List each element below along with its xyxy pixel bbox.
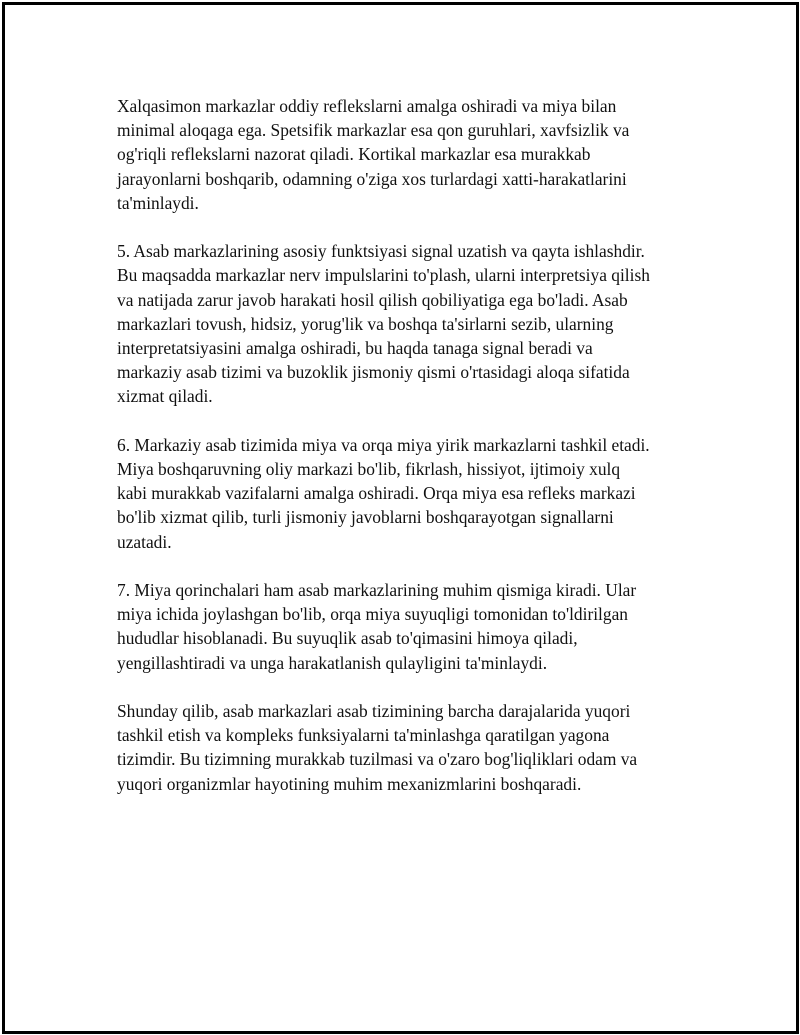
paragraph-intro: Xalqasimon markazlar oddiy reflekslarni amalga oshiradi va miya bilan minimal aloqaga ega. Spetsifik markazlar esa qon guruhlari, xavfsizlik va og'riqli reflekslarni nazorat qiladi. Kortikal markazlar esa murakkab jarayonlarni boshqarib, odamning o'ziga xos turlardagi xatti-harakatlarini ta'minlaydi. <box>117 96 630 213</box>
paragraph-conclusion: Shunday qilib, asab markazlari asab tizimining barcha darajalarida yuqori tashkil etish va kompleks funksiyalarni ta'minlashga qaratilgan yagona tizimdir. Bu tizimning murakkab tuzilmasi va o'zaro bog'liqliklari odam va yuqori organizmlar hayotining muhim mexanizmlarini boshqaradi. <box>117 701 638 794</box>
paragraph-6: 6. Markaziy asab tizimida miya va orqa miya yirik markazlarni tashkil etadi. Miya boshqaruvning oliy markazi bo'lib, fikrlash, hissiyot, ijtimoiy xulq kabi murakkab vazifalarni amalga oshiradi. Orqa miya esa refleks markazi bo'lib xizmat qilib, turli jismoniy javoblarni boshqarayotgan signallarni uzatadi. <box>117 434 650 552</box>
document-body <box>117 94 717 820</box>
paragraph-7: 7. Miya qorinchalari ham asab markazlarining muhim qismiga kiradi. Ular miya ichida joylashgan bo'lib, orqa miya suyuqligi tomonidan to'ldirilgan hududlar hisoblanadi. Bu suyuqlik asab to'qimasini himoya qiladi, yengillashtiradi va unga harakatlanish qulayligini ta'minlaydi. <box>117 580 637 673</box>
paragraph-5: 5. Asab markazlarining asosiy funktsiyasi signal uzatish va qayta ishlashdir. Bu maqsadda markazlar nerv impulslarini to'plash, ularni interpretsiya qilish va natijada zarur javob harakati hosil qilish qobiliyatiga ega bo'ladi. Asab markazlari tovush, hidsiz, yorug'lik va boshqa ta'sirlarni sezib, ularning interpretatsiyasini amalga oshiradi, bu haqda tanaga signal beradi va markaziy asab tizimi va buzoklik jismoniy qismi o'rtasidagi aloqa sifatida xizmat qiladi. <box>117 241 650 407</box>
